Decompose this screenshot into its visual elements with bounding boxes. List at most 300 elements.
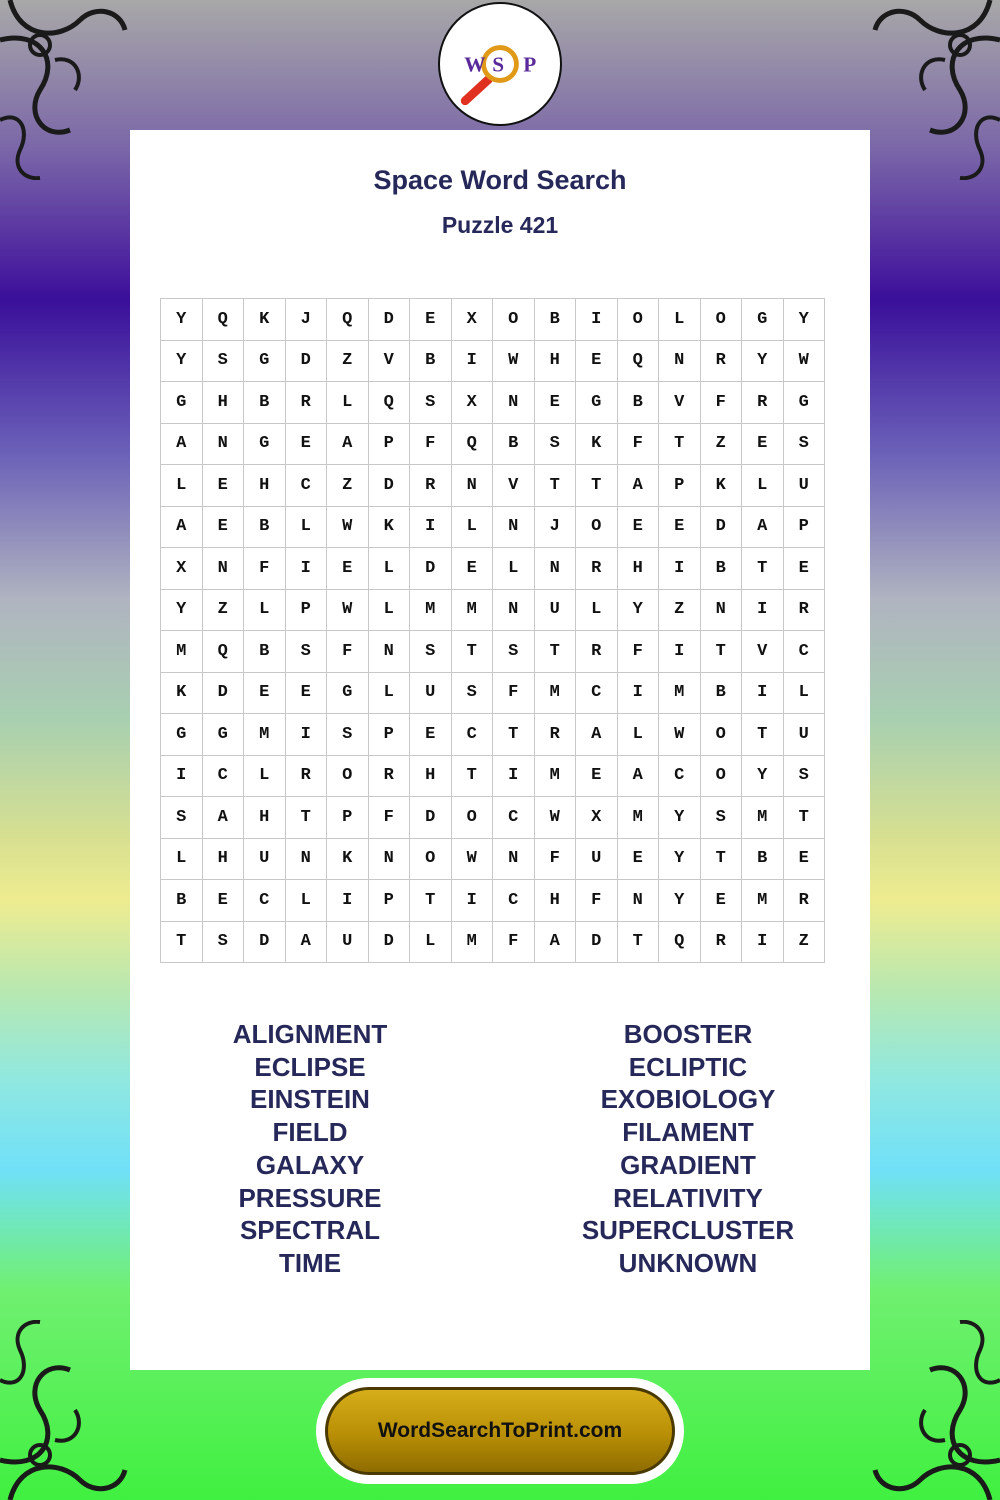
word-list-item: ALIGNMENT <box>232 1019 388 1049</box>
grid-cell[interactable]: R <box>534 714 576 756</box>
grid-cell[interactable]: M <box>742 880 784 922</box>
grid-cell[interactable]: B <box>493 423 535 465</box>
grid-cell[interactable]: H <box>534 880 576 922</box>
grid-cell[interactable]: N <box>368 838 410 880</box>
grid-cell[interactable]: Z <box>700 423 742 465</box>
grid-row <box>161 755 825 797</box>
grid-cell[interactable]: O <box>451 797 493 839</box>
word-list-item: EINSTEIN <box>250 1084 370 1115</box>
grid-cell[interactable]: B <box>244 631 286 673</box>
grid-cell[interactable]: F <box>327 631 369 673</box>
grid-cell[interactable]: G <box>161 714 203 756</box>
grid-cell[interactable]: N <box>700 589 742 631</box>
grid-cell[interactable]: D <box>202 672 244 714</box>
grid-cell[interactable]: W <box>659 714 701 756</box>
grid-cell[interactable]: L <box>161 838 203 880</box>
grid-cell[interactable]: T <box>742 714 784 756</box>
word-list-item: EXOBIOLOGY <box>600 1084 776 1115</box>
grid-row <box>161 382 825 424</box>
grid-cell[interactable]: Y <box>617 589 659 631</box>
grid-cell[interactable]: T <box>493 714 535 756</box>
grid-cell[interactable]: G <box>244 340 286 382</box>
grid-cell[interactable]: S <box>783 755 825 797</box>
word-list-item: GRADIENT <box>620 1149 756 1180</box>
grid-cell[interactable]: C <box>451 714 493 756</box>
grid-cell[interactable]: G <box>202 714 244 756</box>
grid-cell[interactable]: D <box>700 506 742 548</box>
grid-cell[interactable]: O <box>700 755 742 797</box>
logo-letter-p: P <box>523 52 537 77</box>
grid-cell[interactable]: U <box>783 714 825 756</box>
grid-cell[interactable]: F <box>410 423 452 465</box>
grid-cell[interactable]: F <box>617 423 659 465</box>
grid-cell[interactable]: R <box>410 465 452 507</box>
grid-cell[interactable]: N <box>285 838 327 880</box>
word-list-item: RELATIVITY <box>613 1182 763 1213</box>
grid-cell[interactable]: T <box>451 631 493 673</box>
grid-cell[interactable]: M <box>244 714 286 756</box>
grid-cell[interactable]: T <box>700 631 742 673</box>
grid-cell[interactable]: D <box>244 921 286 963</box>
grid-cell[interactable]: F <box>493 672 535 714</box>
grid-cell[interactable]: N <box>493 838 535 880</box>
grid-cell[interactable]: C <box>493 797 535 839</box>
grid-row <box>161 880 825 922</box>
grid-cell[interactable]: F <box>534 838 576 880</box>
grid-cell[interactable]: Q <box>202 631 244 673</box>
grid-cell[interactable]: R <box>285 382 327 424</box>
grid-cell[interactable]: B <box>700 672 742 714</box>
grid-cell[interactable]: D <box>410 548 452 590</box>
grid-cell[interactable]: B <box>410 340 452 382</box>
grid-row <box>161 838 825 880</box>
grid-cell[interactable]: F <box>493 921 535 963</box>
grid-cell[interactable]: L <box>244 755 286 797</box>
grid-cell[interactable]: M <box>410 589 452 631</box>
word-list-item: SUPERCLUSTER <box>581 1215 795 1246</box>
grid-cell[interactable]: X <box>451 299 493 341</box>
grid-cell[interactable]: L <box>783 672 825 714</box>
grid-cell[interactable]: B <box>742 838 784 880</box>
grid-cell[interactable]: D <box>285 340 327 382</box>
grid-cell[interactable]: C <box>244 880 286 922</box>
grid-cell[interactable]: B <box>617 382 659 424</box>
grid-cell[interactable]: Q <box>368 382 410 424</box>
grid-cell[interactable]: L <box>410 921 452 963</box>
grid-cell[interactable]: H <box>202 382 244 424</box>
grid-cell[interactable]: R <box>783 589 825 631</box>
grid-cell[interactable]: A <box>617 755 659 797</box>
grid-cell[interactable]: Z <box>202 589 244 631</box>
grid-cell[interactable]: N <box>493 589 535 631</box>
grid-cell[interactable]: L <box>327 382 369 424</box>
grid-cell[interactable]: M <box>659 672 701 714</box>
grid-cell[interactable]: L <box>742 465 784 507</box>
grid-cell[interactable]: Z <box>327 465 369 507</box>
grid-cell[interactable]: O <box>327 755 369 797</box>
grid-cell[interactable]: U <box>410 672 452 714</box>
grid-cell[interactable]: W <box>327 506 369 548</box>
grid-cell[interactable]: W <box>493 340 535 382</box>
grid-cell[interactable]: Y <box>783 299 825 341</box>
grid-cell[interactable]: G <box>327 672 369 714</box>
grid-cell[interactable]: L <box>617 714 659 756</box>
grid-cell[interactable]: A <box>161 506 203 548</box>
grid-cell[interactable]: E <box>659 506 701 548</box>
grid-row <box>161 465 825 507</box>
grid-cell[interactable]: S <box>202 340 244 382</box>
grid-cell[interactable]: E <box>285 423 327 465</box>
word-list-item: ECLIPTIC <box>628 1051 748 1082</box>
grid-cell[interactable]: U <box>534 589 576 631</box>
grid-cell[interactable]: K <box>161 672 203 714</box>
grid-cell[interactable]: V <box>493 465 535 507</box>
grid-cell[interactable]: K <box>327 838 369 880</box>
grid-cell[interactable]: G <box>783 382 825 424</box>
grid-cell[interactable]: B <box>534 299 576 341</box>
grid-cell[interactable]: C <box>202 755 244 797</box>
grid-cell[interactable]: Y <box>161 340 203 382</box>
grid-cell[interactable]: U <box>783 465 825 507</box>
grid-row <box>161 714 825 756</box>
grid-cell[interactable]: Y <box>742 755 784 797</box>
word-list-item: PRESSURE <box>238 1182 382 1213</box>
grid-cell[interactable]: E <box>285 672 327 714</box>
grid-cell[interactable]: N <box>202 548 244 590</box>
grid-cell[interactable]: C <box>659 755 701 797</box>
grid-cell[interactable]: J <box>534 506 576 548</box>
grid-row <box>161 548 825 590</box>
grid-cell[interactable]: B <box>700 548 742 590</box>
grid-row <box>161 672 825 714</box>
grid-cell[interactable]: D <box>576 921 618 963</box>
grid-cell[interactable]: Y <box>161 299 203 341</box>
grid-cell[interactable]: G <box>161 382 203 424</box>
logo-letter-s: S <box>492 52 505 77</box>
grid-cell[interactable]: L <box>285 880 327 922</box>
grid-cell[interactable]: E <box>451 548 493 590</box>
grid-cell[interactable]: Q <box>659 921 701 963</box>
grid-cell[interactable]: Y <box>659 880 701 922</box>
grid-cell[interactable]: L <box>244 589 286 631</box>
grid-row <box>161 797 825 839</box>
grid-cell[interactable]: C <box>493 880 535 922</box>
grid-cell[interactable]: A <box>534 921 576 963</box>
grid-cell[interactable]: S <box>285 631 327 673</box>
grid-cell[interactable]: U <box>327 921 369 963</box>
grid-cell[interactable]: Y <box>659 838 701 880</box>
grid-cell[interactable]: W <box>783 340 825 382</box>
grid-cell[interactable]: C <box>576 672 618 714</box>
grid-cell[interactable]: E <box>202 506 244 548</box>
grid-cell[interactable]: T <box>659 423 701 465</box>
grid-cell[interactable]: O <box>576 506 618 548</box>
grid-cell[interactable]: M <box>534 755 576 797</box>
grid-cell[interactable]: N <box>368 631 410 673</box>
grid-cell[interactable]: I <box>617 672 659 714</box>
grid-row <box>161 506 825 548</box>
grid-cell[interactable]: T <box>576 465 618 507</box>
footer-badge <box>316 1378 684 1484</box>
grid-cell[interactable]: L <box>285 506 327 548</box>
grid-cell[interactable]: H <box>617 548 659 590</box>
word-list-item: UNKNOWN <box>618 1247 758 1278</box>
grid-cell[interactable]: X <box>451 382 493 424</box>
grid-cell[interactable]: S <box>161 797 203 839</box>
grid-cell[interactable]: N <box>202 423 244 465</box>
grid-cell[interactable]: T <box>410 880 452 922</box>
grid-cell[interactable]: L <box>451 506 493 548</box>
grid-cell[interactable]: M <box>451 589 493 631</box>
grid-cell[interactable]: Q <box>451 423 493 465</box>
grid-cell[interactable]: C <box>783 631 825 673</box>
grid-cell[interactable]: L <box>493 548 535 590</box>
grid-cell[interactable]: N <box>659 340 701 382</box>
grid-cell[interactable]: P <box>368 880 410 922</box>
grid-cell[interactable]: I <box>161 755 203 797</box>
grid-cell[interactable]: K <box>244 299 286 341</box>
grid-cell[interactable]: N <box>534 548 576 590</box>
grid-cell[interactable]: Z <box>783 921 825 963</box>
word-list-item: SPECTRAL <box>239 1215 381 1246</box>
grid-cell[interactable]: W <box>327 589 369 631</box>
grid-cell[interactable]: F <box>576 880 618 922</box>
word-list-right <box>508 1018 868 1280</box>
grid-cell[interactable]: B <box>244 382 286 424</box>
grid-row <box>161 340 825 382</box>
grid-cell[interactable]: Z <box>327 340 369 382</box>
grid-cell[interactable]: Q <box>327 299 369 341</box>
grid-cell[interactable]: L <box>161 465 203 507</box>
grid-cell[interactable]: T <box>742 548 784 590</box>
grid-cell[interactable]: L <box>368 672 410 714</box>
grid-cell[interactable]: Y <box>742 340 784 382</box>
grid-cell[interactable]: D <box>368 299 410 341</box>
grid-cell[interactable]: O <box>493 299 535 341</box>
grid-row <box>161 589 825 631</box>
grid-cell[interactable]: P <box>659 465 701 507</box>
grid-cell[interactable]: E <box>783 548 825 590</box>
grid-cell[interactable]: F <box>700 382 742 424</box>
grid-cell[interactable]: L <box>659 299 701 341</box>
grid-cell[interactable]: I <box>410 506 452 548</box>
grid-cell[interactable]: E <box>742 423 784 465</box>
grid-cell[interactable]: A <box>285 921 327 963</box>
grid-cell[interactable]: E <box>576 755 618 797</box>
grid-cell[interactable]: F <box>617 631 659 673</box>
grid-row <box>161 423 825 465</box>
grid-cell[interactable]: I <box>327 880 369 922</box>
grid-cell[interactable]: S <box>493 631 535 673</box>
grid-cell[interactable]: A <box>576 714 618 756</box>
grid-row <box>161 631 825 673</box>
grid-cell[interactable]: S <box>202 921 244 963</box>
grid-cell[interactable]: P <box>285 589 327 631</box>
grid-cell[interactable]: E <box>700 880 742 922</box>
grid-cell[interactable]: T <box>783 797 825 839</box>
grid-cell[interactable]: K <box>368 506 410 548</box>
grid-cell[interactable]: V <box>742 631 784 673</box>
grid-cell[interactable]: E <box>783 838 825 880</box>
grid-cell[interactable]: R <box>700 340 742 382</box>
grid-cell[interactable]: S <box>534 423 576 465</box>
grid-cell[interactable]: I <box>742 589 784 631</box>
grid-cell[interactable]: C <box>285 465 327 507</box>
grid-cell[interactable]: M <box>617 797 659 839</box>
grid-cell[interactable]: T <box>534 631 576 673</box>
grid-cell[interactable]: O <box>700 714 742 756</box>
grid-cell[interactable]: I <box>659 631 701 673</box>
grid-cell[interactable]: T <box>451 755 493 797</box>
grid-cell[interactable]: R <box>368 755 410 797</box>
grid-cell[interactable]: T <box>700 838 742 880</box>
grid-cell[interactable]: I <box>493 755 535 797</box>
word-list-item: GALAXY <box>255 1149 365 1180</box>
grid-cell[interactable]: S <box>410 382 452 424</box>
grid-cell[interactable]: E <box>244 672 286 714</box>
grid-cell[interactable]: E <box>617 506 659 548</box>
grid-cell[interactable]: N <box>493 506 535 548</box>
grid-cell[interactable]: S <box>410 631 452 673</box>
grid-cell[interactable]: Y <box>161 589 203 631</box>
grid-cell[interactable]: U <box>244 838 286 880</box>
grid-cell[interactable]: J <box>285 299 327 341</box>
grid-cell[interactable]: E <box>410 299 452 341</box>
grid-cell[interactable]: E <box>410 714 452 756</box>
site-link-label: WordSearchToPrint.com <box>377 1419 623 1442</box>
puzzle-card <box>130 130 870 1370</box>
grid-cell[interactable]: W <box>534 797 576 839</box>
grid-cell[interactable]: Q <box>617 340 659 382</box>
grid-cell[interactable]: I <box>742 921 784 963</box>
grid-cell[interactable]: H <box>534 340 576 382</box>
grid-cell[interactable]: H <box>244 465 286 507</box>
grid-cell[interactable]: B <box>161 880 203 922</box>
grid-cell[interactable]: L <box>368 589 410 631</box>
grid-cell[interactable]: I <box>451 880 493 922</box>
grid-cell[interactable]: O <box>617 299 659 341</box>
grid-cell[interactable]: E <box>202 465 244 507</box>
grid-cell[interactable]: I <box>451 340 493 382</box>
grid-cell[interactable]: S <box>700 797 742 839</box>
grid-cell[interactable]: A <box>327 423 369 465</box>
grid-cell[interactable]: E <box>327 548 369 590</box>
grid-cell[interactable]: N <box>617 880 659 922</box>
logo-letter-w: W <box>464 52 486 77</box>
grid-cell[interactable]: V <box>659 382 701 424</box>
grid-cell[interactable]: D <box>410 797 452 839</box>
grid-cell[interactable]: V <box>368 340 410 382</box>
grid-cell[interactable]: Z <box>659 589 701 631</box>
grid-cell[interactable]: M <box>161 631 203 673</box>
grid-cell[interactable]: H <box>410 755 452 797</box>
grid-cell[interactable]: R <box>576 548 618 590</box>
grid-cell[interactable]: L <box>576 589 618 631</box>
grid-cell[interactable]: E <box>534 382 576 424</box>
word-list-item: BOOSTER <box>623 1019 753 1049</box>
grid-cell[interactable]: R <box>783 880 825 922</box>
grid-cell[interactable]: G <box>576 382 618 424</box>
grid-cell[interactable]: X <box>576 797 618 839</box>
grid-cell[interactable]: O <box>410 838 452 880</box>
grid-cell[interactable]: M <box>451 921 493 963</box>
word-list-item: TIME <box>278 1247 342 1278</box>
word-list-item: FIELD <box>272 1117 348 1148</box>
grid-cell[interactable]: I <box>659 548 701 590</box>
grid-cell[interactable]: Q <box>202 299 244 341</box>
grid-cell[interactable]: Y <box>659 797 701 839</box>
grid-cell[interactable]: D <box>368 921 410 963</box>
grid-cell[interactable]: A <box>202 797 244 839</box>
grid-cell[interactable]: W <box>451 838 493 880</box>
grid-cell[interactable]: I <box>576 299 618 341</box>
magnifier-logo-icon <box>440 4 560 124</box>
grid-cell[interactable]: S <box>783 423 825 465</box>
grid-cell[interactable]: L <box>368 548 410 590</box>
grid-cell[interactable]: N <box>451 465 493 507</box>
letter-grid <box>160 298 825 963</box>
grid-cell[interactable]: A <box>617 465 659 507</box>
grid-cell[interactable]: G <box>742 299 784 341</box>
grid-cell[interactable]: R <box>700 921 742 963</box>
grid-cell[interactable]: H <box>202 838 244 880</box>
grid-cell[interactable]: T <box>534 465 576 507</box>
grid-cell[interactable]: R <box>742 382 784 424</box>
grid-cell[interactable]: F <box>244 548 286 590</box>
grid-cell[interactable]: K <box>576 423 618 465</box>
grid-cell[interactable]: M <box>742 797 784 839</box>
grid-cell[interactable]: N <box>493 382 535 424</box>
word-list-item: ECLIPSE <box>254 1051 366 1082</box>
grid-cell[interactable]: E <box>617 838 659 880</box>
grid-cell[interactable]: U <box>576 838 618 880</box>
grid-cell[interactable]: K <box>700 465 742 507</box>
grid-cell[interactable]: R <box>576 631 618 673</box>
wsp-logo[interactable] <box>438 2 562 126</box>
grid-cell[interactable]: H <box>244 797 286 839</box>
grid-cell[interactable]: T <box>161 921 203 963</box>
grid-cell[interactable]: P <box>783 506 825 548</box>
grid-cell[interactable]: D <box>368 465 410 507</box>
grid-cell[interactable]: S <box>327 714 369 756</box>
word-list-left <box>130 1018 490 1280</box>
grid-cell[interactable]: E <box>576 340 618 382</box>
grid-cell[interactable]: R <box>285 755 327 797</box>
grid-cell[interactable]: S <box>451 672 493 714</box>
grid-cell[interactable]: M <box>534 672 576 714</box>
grid-row <box>161 921 825 963</box>
grid-cell[interactable]: B <box>244 506 286 548</box>
grid-cell[interactable]: E <box>202 880 244 922</box>
grid-cell[interactable]: P <box>368 423 410 465</box>
grid-cell[interactable]: G <box>244 423 286 465</box>
grid-cell[interactable]: A <box>161 423 203 465</box>
grid-cell[interactable]: I <box>742 672 784 714</box>
grid-cell[interactable]: F <box>368 797 410 839</box>
grid-cell[interactable]: I <box>285 548 327 590</box>
grid-cell[interactable]: P <box>368 714 410 756</box>
grid-cell[interactable]: A <box>742 506 784 548</box>
grid-cell[interactable]: T <box>285 797 327 839</box>
grid-cell[interactable]: I <box>285 714 327 756</box>
word-list-item: FILAMENT <box>622 1117 754 1148</box>
grid-cell[interactable]: T <box>617 921 659 963</box>
grid-cell[interactable]: P <box>327 797 369 839</box>
site-link-button[interactable] <box>325 1387 675 1475</box>
grid-row <box>161 299 825 341</box>
grid-cell[interactable]: O <box>700 299 742 341</box>
grid-cell[interactable]: X <box>161 548 203 590</box>
